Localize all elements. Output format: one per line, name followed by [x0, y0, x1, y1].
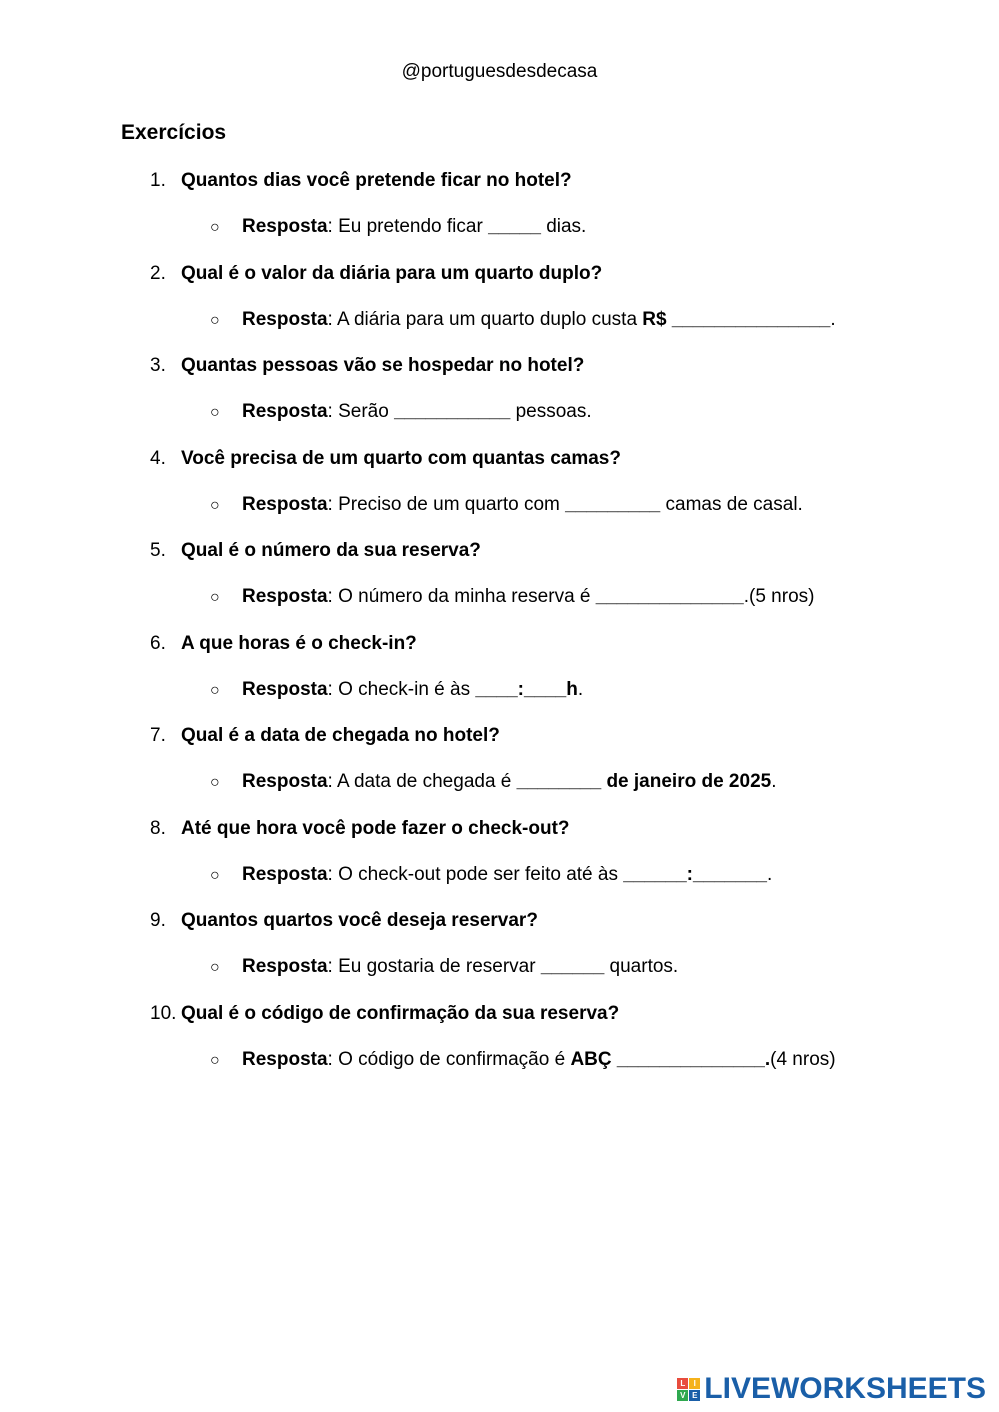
answer-blank[interactable]: ________ de janeiro de 2025 [516, 771, 772, 792]
answer-label: Resposta [242, 863, 328, 885]
answer-blank[interactable]: ______ [540, 956, 605, 977]
answer-text-end: camas de casal. [660, 493, 803, 515]
question-number: 8. [150, 817, 166, 839]
bullet-circle-icon: ○ [210, 959, 220, 976]
question-number: 5. [150, 540, 166, 561]
question-number: 6. [150, 632, 166, 654]
page-title: Exercícios [121, 121, 227, 144]
answer-line [242, 309, 836, 331]
liveworksheets-logo[interactable] [677, 1372, 986, 1406]
question-number: 10. [150, 1002, 177, 1024]
answer-label: Resposta [242, 586, 328, 607]
bullet-circle-icon: ○ [210, 219, 220, 236]
list-item [0, 540, 999, 633]
answer-text-end: (4 nros) [770, 1048, 836, 1070]
question-text: Qual é o valor da diária para um quarto duplo? [181, 262, 603, 284]
question-number: 9. [150, 910, 166, 931]
logo-square-i: I [689, 1378, 700, 1389]
list-item [0, 263, 999, 356]
answer-label: Resposta [242, 216, 328, 237]
answer-label: Resposta [242, 308, 328, 330]
question-text: Qual é o número da sua reserva? [181, 540, 481, 561]
bullet-circle-icon: ○ [210, 681, 220, 699]
list-item [0, 725, 999, 818]
answer-blank[interactable]: ______________ [595, 586, 744, 607]
answer-line [242, 864, 772, 886]
question-number: 2. [150, 262, 166, 284]
bullet-circle-icon: ○ [210, 311, 220, 329]
question-number: 4. [150, 447, 166, 469]
logo-square-v: V [677, 1390, 688, 1401]
answer-text: : O número da minha reserva é [327, 586, 596, 607]
answer-blank[interactable]: ______:_______ [623, 863, 767, 885]
bullet-circle-icon: ○ [210, 866, 220, 884]
bullet-circle-icon: ○ [210, 404, 220, 421]
question-text: Quantos dias você pretende ficar no hotel? [181, 170, 572, 191]
answer-line [242, 586, 814, 608]
answer-text-end: . [577, 678, 584, 700]
question-number: 7. [150, 725, 166, 746]
list-item [0, 1003, 999, 1096]
answer-line [242, 1049, 836, 1071]
logo-text: LIVEWORKSHEETS [704, 1372, 986, 1405]
answer-line [242, 956, 678, 978]
logo-square-l: L [677, 1378, 688, 1389]
logo-square-e: E [689, 1390, 700, 1401]
list-item [0, 633, 999, 726]
answer-text: : A diária para um quarto duplo custa [327, 308, 643, 330]
exercise-list [0, 170, 999, 1095]
answer-text-end: . [830, 308, 836, 330]
answer-text: : Eu gostaria de reservar [327, 956, 541, 977]
answer-text-end: . [771, 771, 777, 792]
answer-text: : O código de confirmação é [327, 1048, 571, 1070]
bullet-circle-icon: ○ [210, 496, 220, 514]
list-item [0, 170, 999, 263]
answer-line [242, 494, 803, 516]
answer-label: Resposta [242, 771, 328, 792]
list-item [0, 355, 999, 448]
answer-line [242, 679, 583, 701]
answer-blank[interactable]: ____:____h [475, 678, 578, 700]
question-text: Você precisa de um quarto com quantas camas? [181, 447, 621, 469]
answer-text: : Eu pretendo ficar [327, 216, 489, 237]
answer-blank[interactable]: R$ _______________ [642, 308, 831, 330]
question-text: Quantos quartos você deseja reservar? [181, 910, 538, 931]
answer-label: Resposta [242, 493, 328, 515]
answer-line [242, 216, 586, 238]
question-number: 3. [150, 355, 166, 376]
answer-blank[interactable]: _________ [565, 493, 661, 515]
answer-label: Resposta [242, 401, 328, 422]
bullet-circle-icon: ○ [210, 589, 220, 606]
list-item [0, 910, 999, 1003]
question-text: Qual é a data de chegada no hotel? [181, 725, 500, 746]
bullet-circle-icon: ○ [210, 774, 220, 791]
bullet-circle-icon: ○ [210, 1051, 220, 1069]
answer-text: : Preciso de um quarto com [327, 493, 566, 515]
answer-text-end: .(5 nros) [743, 586, 815, 607]
answer-text-end: . [766, 863, 773, 885]
question-text: Quantas pessoas vão se hospedar no hotel? [181, 355, 585, 376]
author-handle: @portuguesdesdecasa [401, 61, 598, 82]
answer-text-end: quartos. [604, 956, 679, 977]
list-item [0, 448, 999, 541]
answer-blank[interactable]: ABÇ ______________. [570, 1048, 771, 1070]
answer-text-end: pessoas. [510, 401, 592, 422]
question-text: Qual é o código de confirmação da sua reserva? [181, 1002, 620, 1024]
answer-blank[interactable]: ___________ [394, 401, 511, 422]
answer-line [242, 401, 592, 423]
answer-label: Resposta [242, 956, 328, 977]
answer-text-end: dias. [540, 216, 587, 237]
question-text: Até que hora você pode fazer o check-out? [181, 817, 570, 839]
answer-label: Resposta [242, 678, 328, 700]
list-item [0, 818, 999, 911]
answer-blank[interactable]: _____ [488, 216, 541, 237]
answer-text: : O check-out pode ser feito até às [327, 863, 624, 885]
answer-text: : Serão [327, 401, 395, 422]
answer-label: Resposta [242, 1048, 328, 1070]
question-number: 1. [150, 170, 166, 191]
answer-text: : O check-in é às [327, 678, 476, 700]
question-text: A que horas é o check-in? [181, 632, 417, 654]
answer-line [242, 771, 776, 793]
answer-text: : A data de chegada é [327, 771, 517, 792]
logo-squares-icon [677, 1378, 700, 1401]
